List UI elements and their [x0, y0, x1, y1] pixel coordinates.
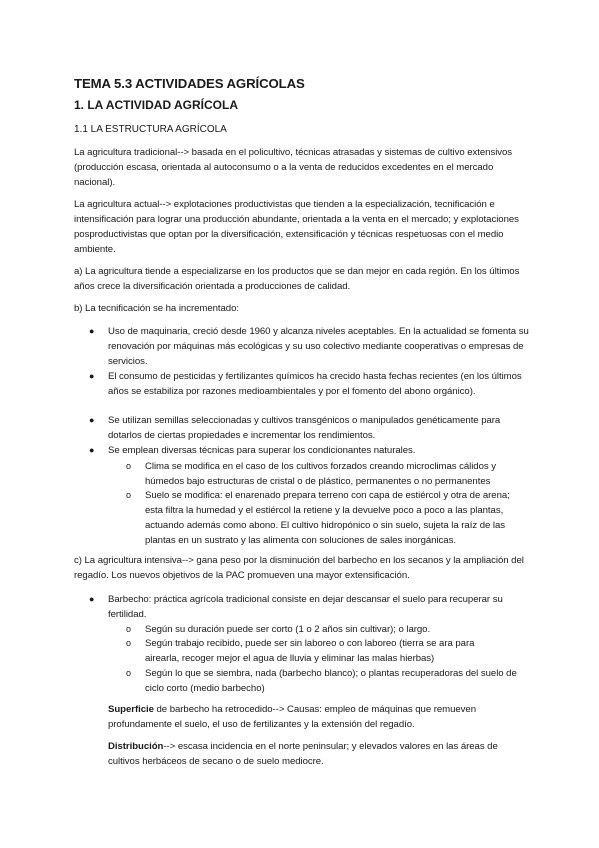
paragraph-actual: La agricultura actual--> explotaciones productivistas que tienden a la especialización, tecnificación e intensificación para lograr una producción abundante, orientada a la venta en el mercado; y explotaciones posproductivistas que optan por la diversificación, extensificación y técnicas respetuosas con el medio ambiente.	[74, 199, 519, 255]
bullet-icon: ●	[89, 326, 95, 336]
superficie-text: de barbecho ha retrocedido--> Causas: empleo de máquinas que remueven profundamente el suelo, el uso de fertilizantes y la extensión del regadío.	[108, 704, 476, 730]
sub-list-item: o Según trabajo recibido, puede ser sin laboreo o con laboreo (tierra se ara para airearla, recoger mejor el agua de lluvia y eliminar las malas hierbas)	[126, 638, 475, 664]
list-item: ● Se emplean diversas técnicas para superar los condicionantes naturales.	[89, 445, 416, 456]
list-item: ● Se utilizan semillas seleccionadas y cultivos transgénicos o manipulados genéticamente para dotarlos de ciertas propiedades e incrementar los rendimientos.	[89, 415, 501, 441]
superficie-label: Superficie	[108, 704, 154, 715]
sub-list-item: o Suelo se modifica: el enarenado prepara terreno con capa de estiércol y otra de arena; esta filtra la humedad y el estiércol la retiene y la devuelve poco a poco a las plantas, actuando además como abono. El cultivo hidropónico o sin suelo, sujeta la raíz de las plantas en un sustrato y las alimenta con soluciones de sales inorgánicas.	[126, 490, 510, 546]
paragraph-c: c) La agricultura intensiva--> gana peso por la disminución del barbecho en los secanos y la ampliación del regadío. Los nuevos objetivos de la PAC promueven una mayor extensificación.	[74, 555, 524, 581]
distribucion-label: Distribución	[108, 741, 164, 752]
paragraph-a: a) La agricultura tiende a especializarse en los productos que se dan mejor en cada región. En los últimos años crece la diversificación orientada a producciones de calidad.	[74, 266, 520, 292]
page-title: TEMA 5.3 ACTIVIDADES AGRÍCOLAS	[74, 76, 305, 91]
list-item: ● El consumo de pesticidas y fertilizantes químicos ha crecido hasta fechas recientes (en los últimos años se estabiliza por razones medioambientales y por el fomento del abono orgánico).	[89, 371, 522, 397]
paragraph-tradicional: La agricultura tradicional--> basada en el policultivo, técnicas atrasadas y sistemas de cultivo extensivos (producción escasa, orientada al autoconsumo o a la venta de reducidos excedentes en el mercado nacional).	[74, 147, 513, 188]
distribucion-text: --> escasa incidencia en el norte peninsular; y elevados valores en las áreas de cultivos herbáceos de secano o de suelo mediocre.	[108, 741, 498, 767]
sub-list-item: o Clima se modifica en el caso de los cultivos forzados creando microclimas cálidos y húmedos bajo estructuras de cristal o de plástico, permanentes o no permanentes	[126, 461, 496, 487]
paragraph-distribucion	[108, 739, 526, 769]
paragraph-superficie	[108, 702, 526, 732]
sub-list-item: o Según su duración puede ser corto (1 o 2 años sin cultivar); o largo.	[126, 624, 431, 635]
bullet-icon: ●	[89, 415, 95, 425]
paragraph-b: b) La tecnificación se ha incrementado:	[74, 303, 239, 314]
circle-bullet-icon: o	[126, 490, 131, 500]
list-item-barbecho: ● Barbecho: práctica agrícola tradicional consiste en dejar descansar el suelo para recuperar su fertilidad.	[89, 594, 503, 620]
subsection-heading: 1.1 LA ESTRUCTURA AGRÍCOLA	[74, 124, 227, 135]
circle-bullet-icon: o	[126, 461, 131, 471]
section-heading: 1. LA ACTIVIDAD AGRÍCOLA	[74, 98, 238, 112]
bullet-icon: ●	[89, 594, 95, 604]
bullet-icon: ●	[89, 445, 95, 455]
sub-list-item: o Según lo que se siembra, nada (barbecho blanco); o plantas recuperadoras del suelo de ciclo corto (medio barbecho)	[126, 668, 517, 694]
circle-bullet-icon: o	[126, 624, 131, 634]
circle-bullet-icon: o	[126, 668, 131, 678]
circle-bullet-icon: o	[126, 638, 131, 648]
list-item: ● Uso de maquinaria, creció desde 1960 y alcanza niveles aceptables. En la actualidad se fomenta su renovación por máquinas más ecológicas y su uso colectivo mediante cooperativas o empresas de servicios.	[89, 326, 529, 367]
bullet-icon: ●	[89, 371, 95, 381]
